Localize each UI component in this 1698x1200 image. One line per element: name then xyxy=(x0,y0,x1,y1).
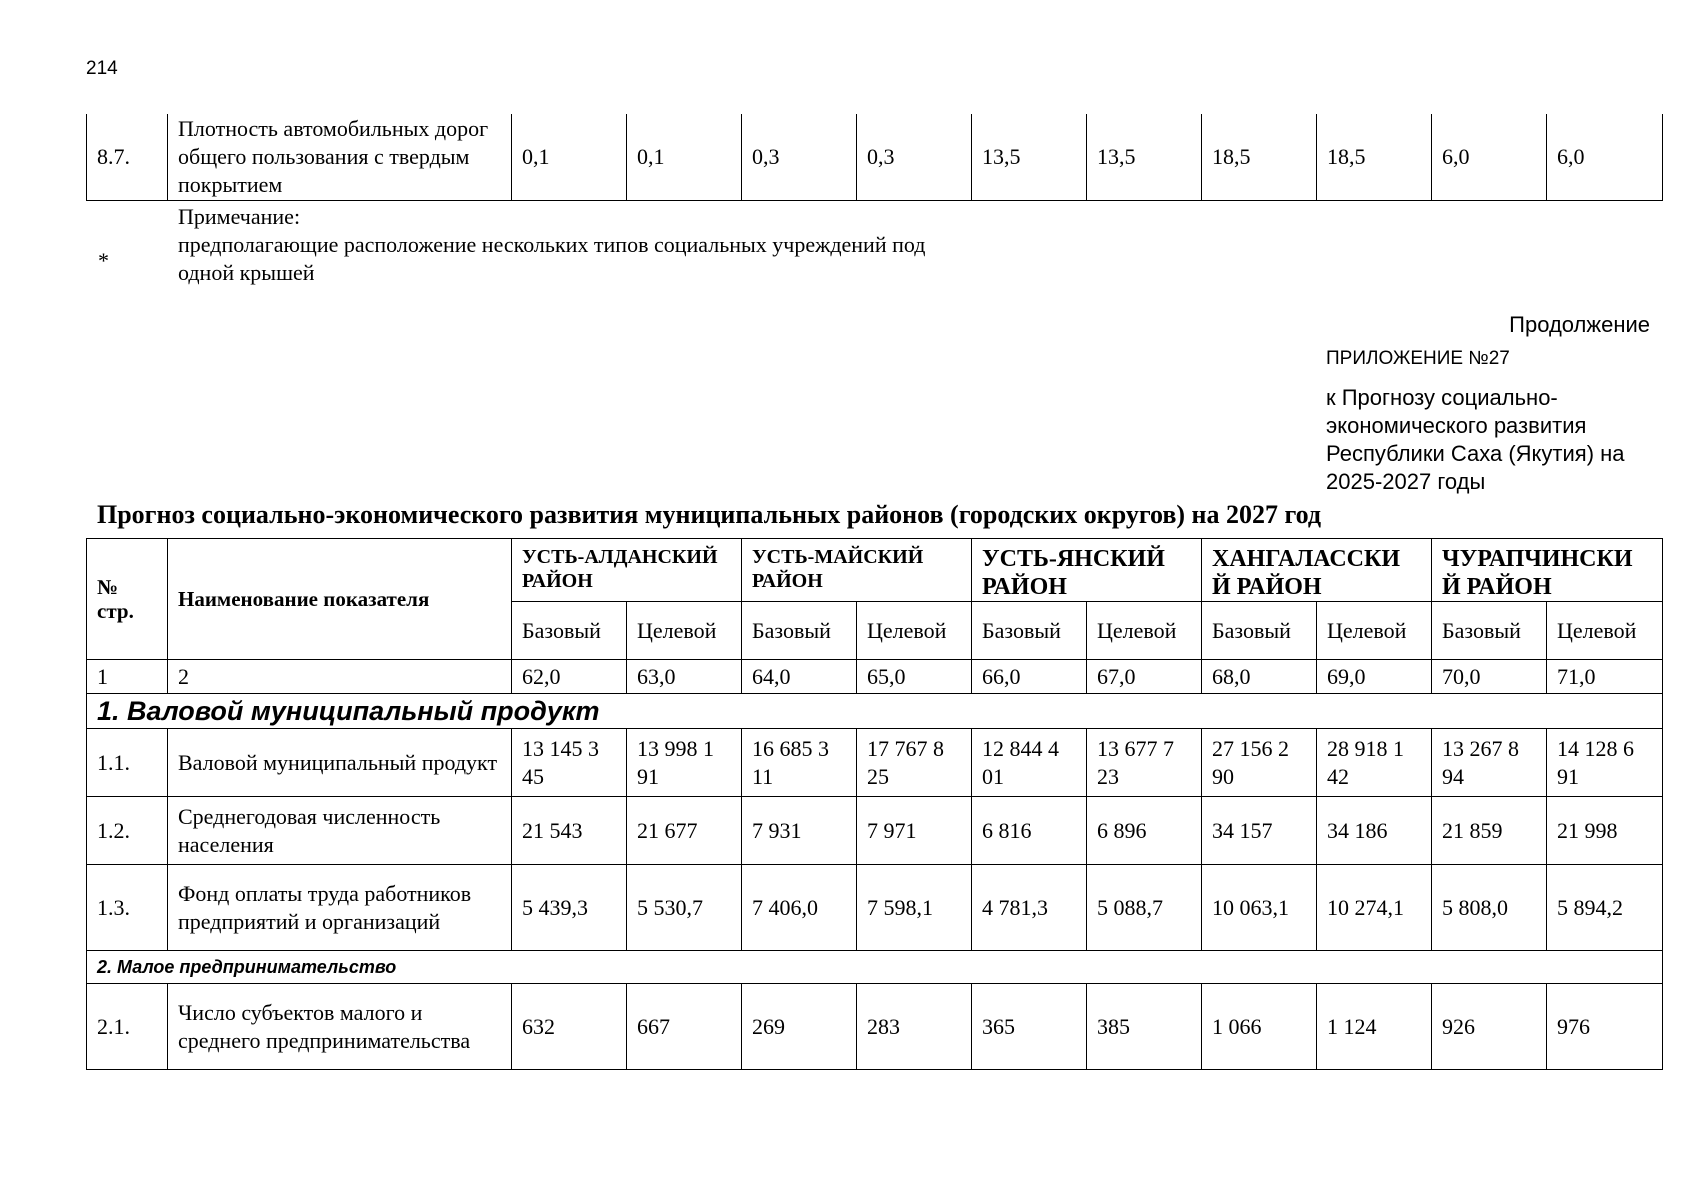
row-number: 1.1. xyxy=(87,729,168,797)
header-row-number: № стр. xyxy=(87,539,168,660)
value-cell: 0,1 xyxy=(512,114,627,201)
index-cell: 2 xyxy=(168,660,512,694)
value-cell: 5 808,0 xyxy=(1432,865,1547,951)
index-row xyxy=(87,660,1663,694)
table-row xyxy=(87,865,1663,951)
header-base: Базовый xyxy=(512,602,627,660)
continued-table-fragment xyxy=(86,114,1663,201)
value-cell: 0,3 xyxy=(857,114,972,201)
value-cell: 13,5 xyxy=(972,114,1087,201)
footnote-title: Примечание: xyxy=(178,204,301,229)
value-cell: 10 274,1 xyxy=(1317,865,1432,951)
value-cell: 18,5 xyxy=(1317,114,1432,201)
header-district: ХАНГАЛАССКИ Й РАЙОН xyxy=(1202,539,1432,602)
value-cell: 632 xyxy=(512,984,627,1070)
section-title: 2. Малое предпринимательство xyxy=(87,951,1663,984)
indicator-name: Среднегодовая численность населения xyxy=(168,797,512,865)
value-cell: 21 859 xyxy=(1432,797,1547,865)
value-cell: 13 677 7 23 xyxy=(1087,729,1202,797)
section-title: 1. Валовой муниципальный продукт xyxy=(87,694,1663,729)
indicator-name: Фонд оплаты труда работников предприятий и организаций xyxy=(168,865,512,951)
value-cell: 1 066 xyxy=(1202,984,1317,1070)
header-target: Целевой xyxy=(857,602,972,660)
index-cell: 63,0 xyxy=(627,660,742,694)
value-cell: 13 267 8 94 xyxy=(1432,729,1547,797)
value-cell: 0,3 xyxy=(742,114,857,201)
index-cell: 67,0 xyxy=(1087,660,1202,694)
value-cell: 7 598,1 xyxy=(857,865,972,951)
value-cell: 283 xyxy=(857,984,972,1070)
indicator-name: Валовой муниципальный продукт xyxy=(168,729,512,797)
value-cell: 976 xyxy=(1547,984,1663,1070)
value-cell: 28 918 1 42 xyxy=(1317,729,1432,797)
value-cell: 6,0 xyxy=(1547,114,1663,201)
header-base: Базовый xyxy=(1432,602,1547,660)
value-cell: 13,5 xyxy=(1087,114,1202,201)
value-cell: 667 xyxy=(627,984,742,1070)
index-cell: 62,0 xyxy=(512,660,627,694)
page-number: 214 xyxy=(86,58,118,79)
value-cell: 5 530,7 xyxy=(627,865,742,951)
page-title: Прогноз социально-экономического развития муниципальных районов (городских округов) на 2027 год xyxy=(97,500,1322,529)
header-base: Базовый xyxy=(1202,602,1317,660)
header-district: УСТЬ-АЛДАНСКИЙ РАЙОН xyxy=(512,539,742,602)
value-cell: 6 896 xyxy=(1087,797,1202,865)
value-cell: 10 063,1 xyxy=(1202,865,1317,951)
index-cell: 68,0 xyxy=(1202,660,1317,694)
value-cell: 21 543 xyxy=(512,797,627,865)
footnote-text: предполагающие расположение нескольких типов социальных учреждений под одной крышей xyxy=(178,232,926,285)
value-cell: 17 767 8 25 xyxy=(857,729,972,797)
value-cell: 6,0 xyxy=(1432,114,1547,201)
value-cell: 27 156 2 90 xyxy=(1202,729,1317,797)
appendix-name: ПРИЛОЖЕНИЕ №27 xyxy=(1326,348,1510,369)
row-number: 8.7. xyxy=(87,114,168,201)
value-cell: 13 998 1 91 xyxy=(627,729,742,797)
footnote-asterisk: * xyxy=(98,248,109,273)
value-cell: 34 157 xyxy=(1202,797,1317,865)
value-cell: 7 406,0 xyxy=(742,865,857,951)
value-cell: 16 685 3 11 xyxy=(742,729,857,797)
header-base: Базовый xyxy=(742,602,857,660)
value-cell: 6 816 xyxy=(972,797,1087,865)
value-cell: 13 145 3 45 xyxy=(512,729,627,797)
value-cell: 1 124 xyxy=(1317,984,1432,1070)
value-cell: 4 781,3 xyxy=(972,865,1087,951)
table-row xyxy=(87,114,1663,201)
value-cell: 0,1 xyxy=(627,114,742,201)
value-cell: 7 931 xyxy=(742,797,857,865)
index-cell: 64,0 xyxy=(742,660,857,694)
table-row xyxy=(87,984,1663,1070)
value-cell: 5 894,2 xyxy=(1547,865,1663,951)
index-cell: 66,0 xyxy=(972,660,1087,694)
value-cell: 385 xyxy=(1087,984,1202,1070)
value-cell: 34 186 xyxy=(1317,797,1432,865)
continuation-label: Продолжение xyxy=(1509,312,1650,337)
value-cell: 18,5 xyxy=(1202,114,1317,201)
value-cell: 5 088,7 xyxy=(1087,865,1202,951)
table-row xyxy=(87,729,1663,797)
indicator-name: Плотность автомобильных дорог общего пользования с твердым покрытием xyxy=(168,114,512,201)
indicator-name: Число субъектов малого и среднего предпринимательства xyxy=(168,984,512,1070)
section-row xyxy=(87,694,1663,729)
header-district: УСТЬ-ЯНСКИЙ РАЙОН xyxy=(972,539,1202,602)
index-cell: 65,0 xyxy=(857,660,972,694)
row-number: 1.3. xyxy=(87,865,168,951)
index-cell: 69,0 xyxy=(1317,660,1432,694)
row-number: 2.1. xyxy=(87,984,168,1070)
value-cell: 926 xyxy=(1432,984,1547,1070)
header-district: ЧУРАПЧИНСКИ Й РАЙОН xyxy=(1432,539,1663,602)
value-cell: 269 xyxy=(742,984,857,1070)
appendix-description: к Прогнозу социально-экономического развития Республики Саха (Якутия) на 2025-2027 годы xyxy=(1326,385,1625,494)
section-row xyxy=(87,951,1663,984)
index-cell: 71,0 xyxy=(1547,660,1663,694)
value-cell: 21 677 xyxy=(627,797,742,865)
header-target: Целевой xyxy=(1087,602,1202,660)
value-cell: 5 439,3 xyxy=(512,865,627,951)
value-cell: 12 844 4 01 xyxy=(972,729,1087,797)
header-target: Целевой xyxy=(1317,602,1432,660)
header-row xyxy=(87,539,1663,602)
value-cell: 7 971 xyxy=(857,797,972,865)
row-number: 1.2. xyxy=(87,797,168,865)
index-cell: 1 xyxy=(87,660,168,694)
header-target: Целевой xyxy=(1547,602,1663,660)
table-row xyxy=(87,797,1663,865)
header-target: Целевой xyxy=(627,602,742,660)
value-cell: 14 128 6 91 xyxy=(1547,729,1663,797)
header-base: Базовый xyxy=(972,602,1087,660)
forecast-table xyxy=(86,538,1663,1070)
index-cell: 70,0 xyxy=(1432,660,1547,694)
header-district: УСТЬ-МАЙСКИЙ РАЙОН xyxy=(742,539,972,602)
value-cell: 21 998 xyxy=(1547,797,1663,865)
value-cell: 365 xyxy=(972,984,1087,1070)
header-indicator-name: Наименование показателя xyxy=(168,539,512,660)
